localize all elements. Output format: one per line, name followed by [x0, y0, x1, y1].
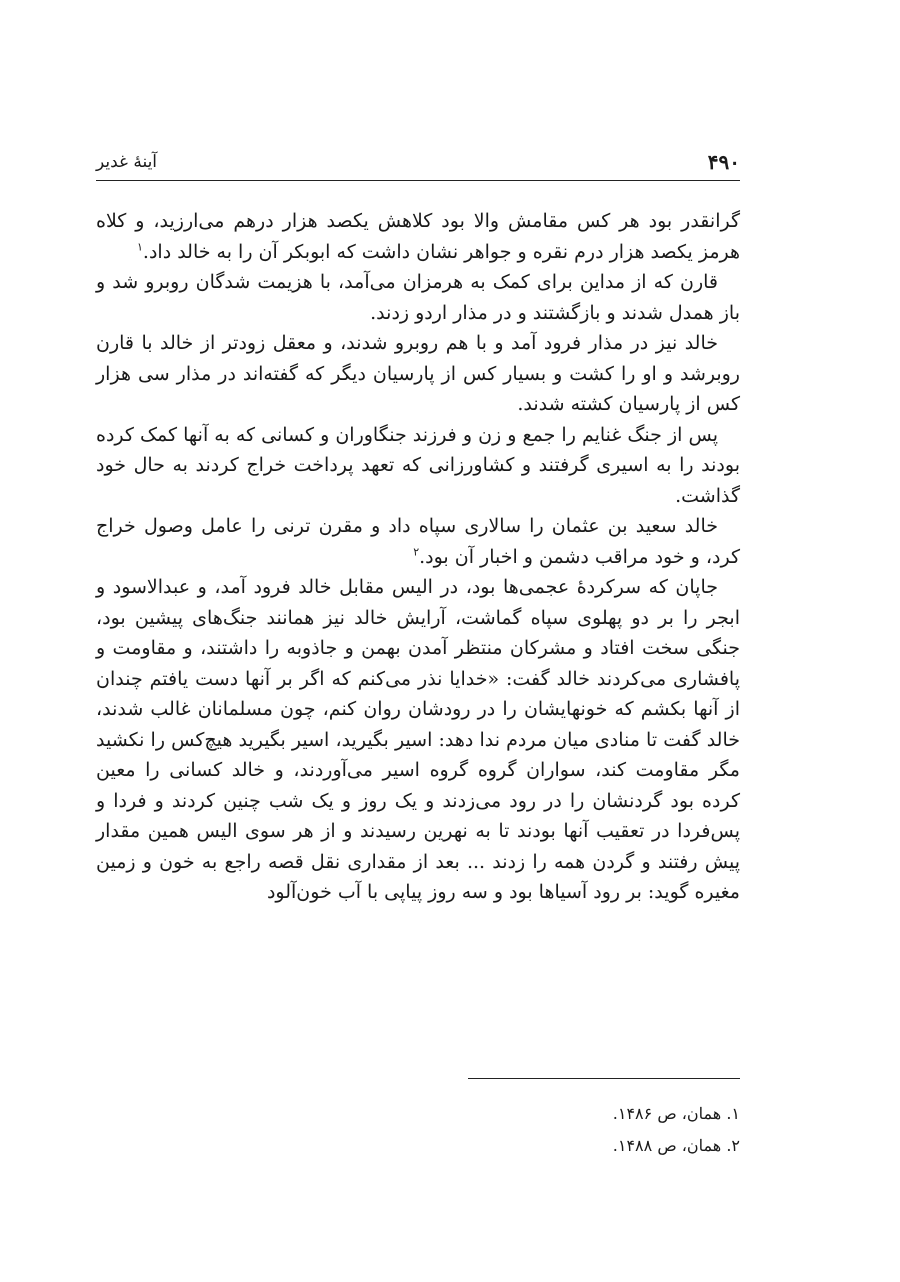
paragraph-6: جاپان که سرکردهٔ عجمی‌ها بود، در الیس مقابل خالد فرود آمد، و عبدالاسود و ابجر را بر دو پهلوی سپاه گماشت، آرایش خالد نیز همانند جنگ‌های پیشین بود، جنگی سخت افتاد و مشرکان منتظر آمدن بهمن و جاذوبه را داشتند، و مقاومت و پافشاری می‌کردند خالد گفت: «خدایا نذر می‌کنم که اگر بر آنها دست یافتم چندان از آنها بکشم که خونهایشان را در رودشان روان کنم، چون مسلمانان غالب شدند، خالد گفت تا منادی میان مردم ندا دهد: اسیر بگیرید، اسیر بگیرید هیچ‌کس را نکشید مگر مقاومت کند، سواران گروه گروه اسیر می‌آوردند، و خالد کسانی را معین کرده بود گردنشان را در رود می‌زدند و یک روز و یک شب چنین کردند و فردا و پس‌فردا در تعقیب آنها بودند تا به نهرین رسیدند و از هر سوی الیس همین مقدار پیش رفتند و گردن همه را زدند ... بعد از مقداری نقل قصه راجع به خون و زمین مغیره گوید: بر رود آسیاها بود و سه روز پیاپی با آب خون‌آلود [96, 576, 740, 903]
page-header [96, 146, 740, 181]
paragraph-5-text: خالد سعید بن عثمان را سالاری سپاه داد و مقرن ترنی را عامل وصول خراج کرد، و خود مراقب دشمن و اخبار آن بود. [96, 515, 740, 568]
body-text [96, 206, 740, 908]
paragraph-5 [96, 511, 740, 572]
footnote-ref-2: ۲ [413, 545, 420, 559]
footnote-2: ۲. همان، ص ۱۴۸۸. [612, 1136, 740, 1155]
footnote-ref-1: ۱ [137, 240, 143, 254]
running-title: آینهٔ غدیر [96, 152, 158, 172]
paragraph-4: پس از جنگ غنایم را جمع و زن و فرزند جنگاوران و کسانی که به آنها کمک کرده بودند را به اسیری گرفتند و کشاورزانی که تعهد پرداخت خراج کردند به حال خود گذاشت. [96, 423, 740, 507]
footnotes [96, 1098, 740, 1162]
footnote-1: ۱. همان، ص ۱۴۸۶. [612, 1104, 740, 1123]
paragraph-2: قارن که از مداین برای کمک به هرمزان می‌آمد، با هزیمت شدگان روبرو شد و باز همدل شدند و بازگشتند و در مذار اردو زدند. [96, 271, 740, 324]
footnote-separator [468, 1078, 740, 1079]
paragraph-3: خالد نیز در مذار فرود آمد و با هم روبرو شدند، و معقل زودتر از خالد با قارن روبرشد و او را کشت و بسیار کس از پارسیان دیگر که گفته‌اند در مذار سی هزار کس از پارسیان کشته شدند. [96, 332, 740, 415]
paragraph-1-text: گرانقدر بود هر کس مقامش والا بود کلاهش یکصد هزار درهم می‌ارزید، و کلاه هرمز یکصد هزار درم نقره و جواهر نشان داشت که ابوبکر آن را به خالد داد. [96, 210, 740, 263]
paragraph-1 [96, 206, 740, 267]
page-number: ۴۹۰ [707, 150, 740, 174]
